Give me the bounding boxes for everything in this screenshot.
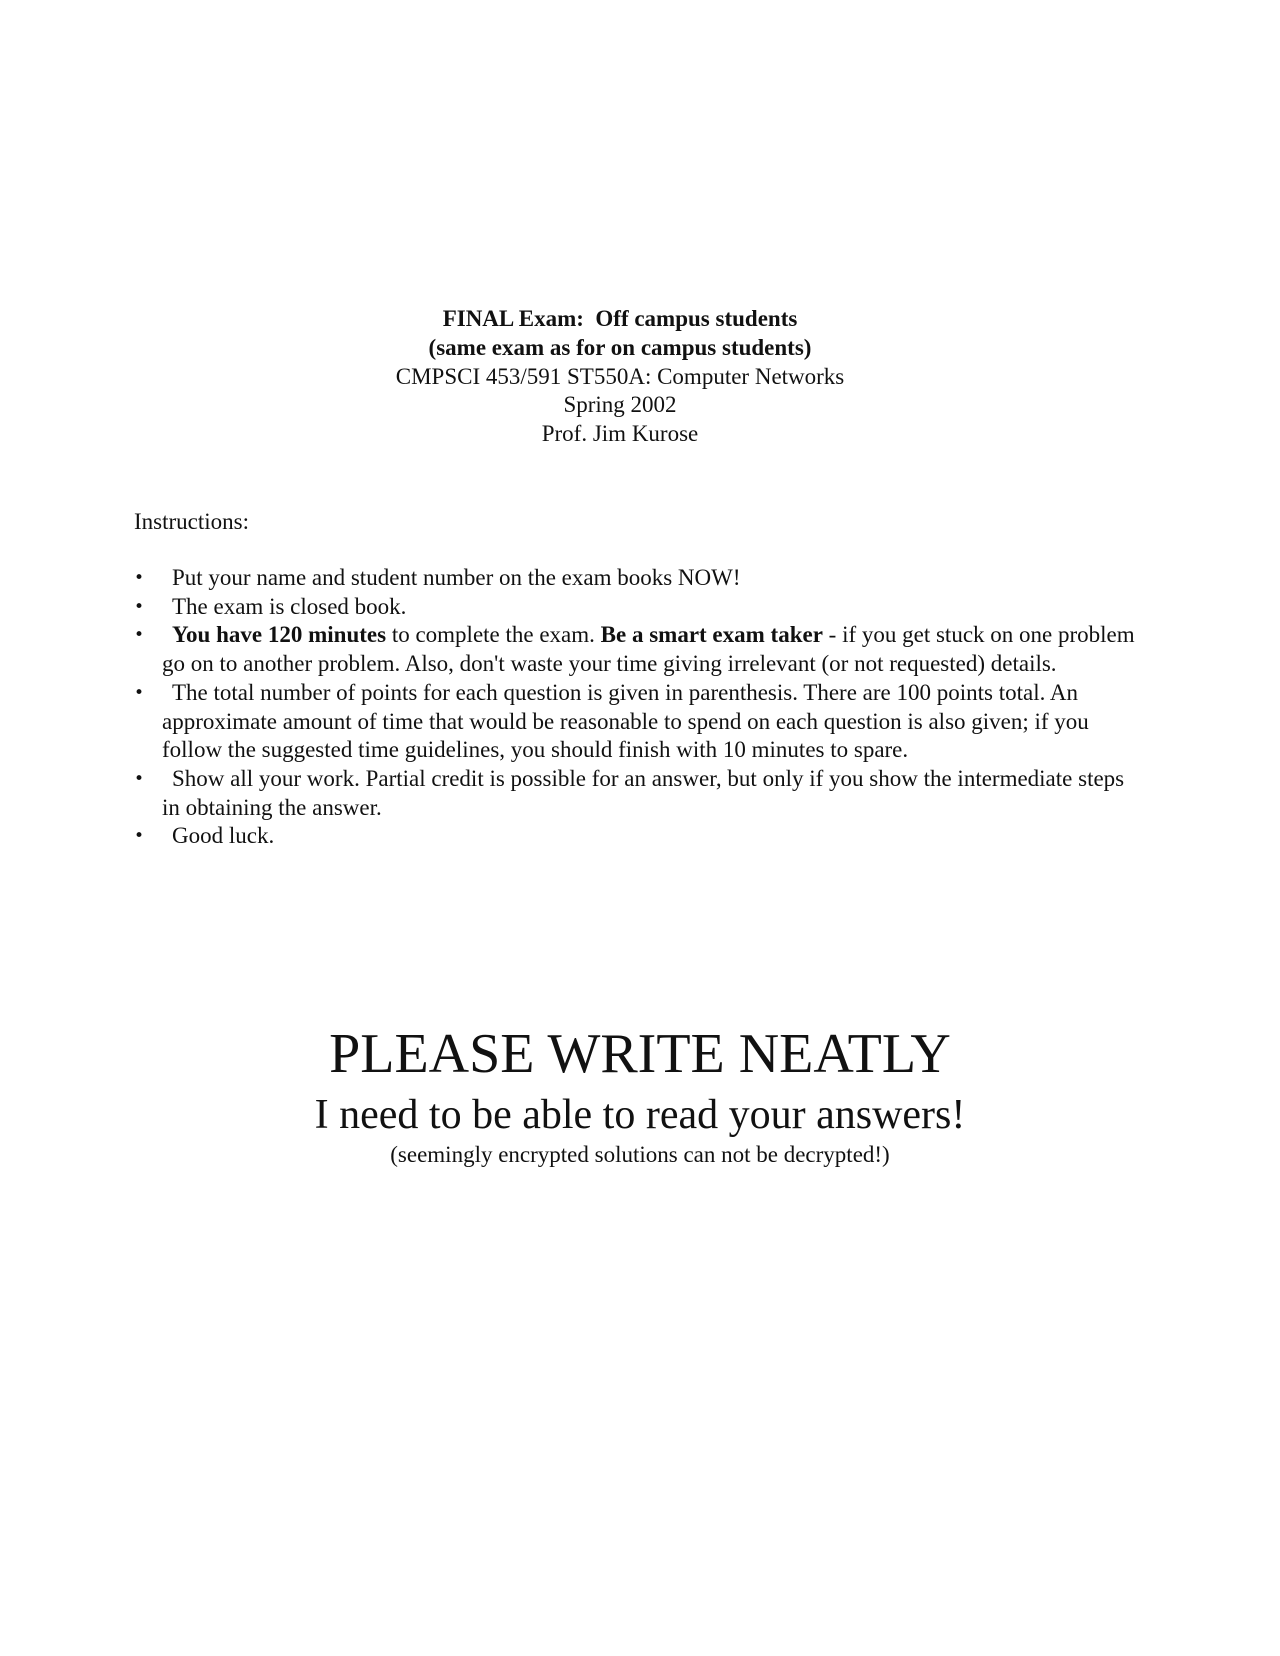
write-neatly-heading: PLEASE WRITE NEATLY	[329, 1023, 951, 1085]
bullet-icon: •	[134, 682, 145, 703]
instruction-text: Show all your work. Partial credit is possible for an answer, but only if you show the intermediate steps in obtaining the answer.	[162, 765, 1125, 820]
encrypted-note: (seemingly encrypted solutions can not be decrypted!)	[390, 1142, 890, 1167]
exam-header	[0, 305, 1240, 449]
bullet-icon: •	[134, 768, 145, 789]
instruction-text: to complete the exam.	[386, 622, 601, 648]
instruction-text: Good luck.	[172, 823, 275, 849]
smart-taker-text: Be a smart exam taker	[600, 622, 823, 648]
list-item	[134, 679, 1144, 765]
bullet-icon: •	[134, 568, 145, 588]
bullet-icon: •	[134, 596, 145, 617]
list-item	[134, 564, 1144, 593]
exam-title: FINAL Exam: Off campus students	[442, 306, 798, 331]
instructions-list	[134, 564, 1144, 851]
time-limit-text: You have 120 minutes	[172, 622, 387, 648]
professor: Prof. Jim Kurose	[541, 421, 699, 447]
list-item	[134, 765, 1144, 822]
exam-subtitle: (same exam as for on campus students)	[428, 334, 812, 360]
instruction-text: The exam is closed book.	[172, 593, 407, 619]
semester: Spring 2002	[563, 392, 677, 418]
bullet-icon: •	[134, 625, 145, 646]
list-item	[134, 822, 1144, 851]
list-item	[134, 593, 1144, 622]
instruction-text: The total number of points for each question is given in parenthesis. There are 100 points total. An approximate amount of time that would be reasonable to spend on each question is also given; if you follow the suggested time guidelines, you should finish with 10 minutes to spare.	[162, 679, 1089, 763]
bullet-icon: •	[134, 826, 145, 847]
list-item	[134, 621, 1144, 678]
instructions-label: Instructions:	[134, 509, 249, 534]
instruction-text: - if you get stuck on one problem go on to another problem. Also, don't waste your time giving irrelevant (or not requested) details.	[162, 622, 1135, 677]
instruction-text: Put your name and student number on the exam books NOW!	[172, 565, 741, 590]
read-answers-subheading: I need to be able to read your answers!	[314, 1092, 966, 1138]
course-name: CMPSCI 453/591 ST550A: Computer Networks	[395, 363, 845, 389]
